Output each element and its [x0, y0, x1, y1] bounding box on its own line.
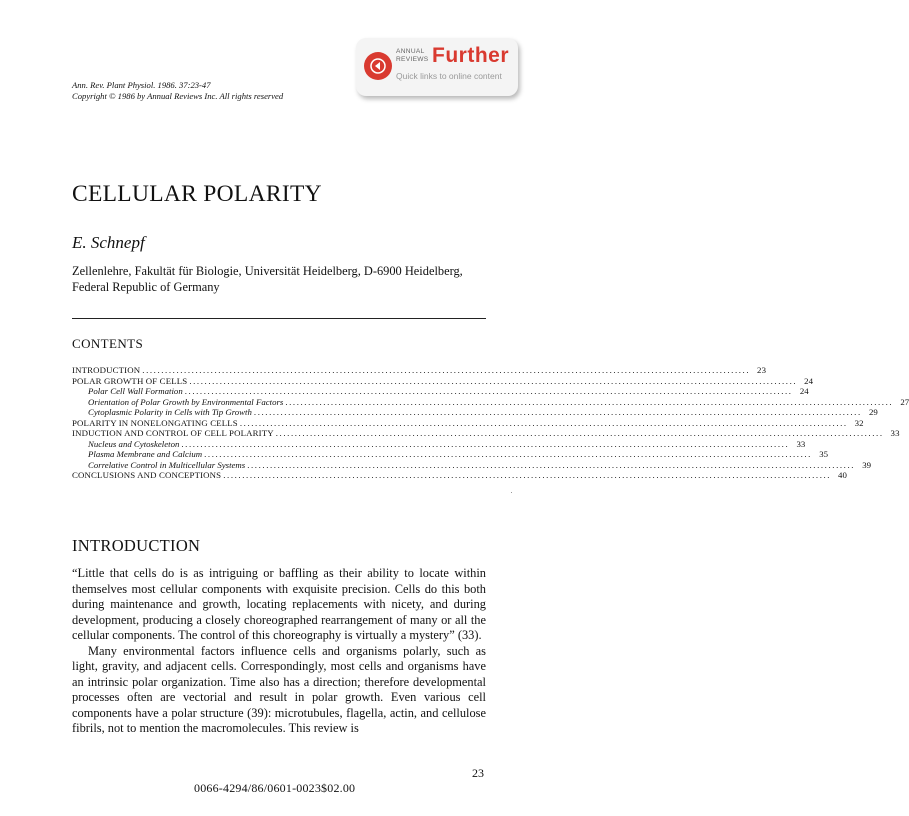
toc-entry-page: 35 [819, 449, 828, 459]
toc-entry-label: INDUCTION AND CONTROL OF CELL POLARITY [72, 428, 274, 438]
toc-dot-leader: ................................................................................................................................................................ [181, 438, 790, 449]
copyright-notice: Copyright © 1986 by Annual Reviews Inc. All rights reserved [72, 91, 284, 101]
toc-entry[interactable] [72, 438, 806, 450]
toc-entry-page: 24 [799, 386, 809, 396]
toc-entry[interactable] [72, 407, 878, 418]
toc-entry-label: Correlative Control in Multicellular Systems [88, 459, 246, 470]
toc-dot-leader: ................................................................................................................................................................ [223, 470, 832, 480]
toc-entry-page: 29 [868, 407, 878, 417]
toc-entry[interactable] [72, 417, 864, 429]
toc-entry-page: 24 [804, 375, 814, 386]
badge-further-word: Further [432, 44, 509, 67]
toc-entry[interactable] [72, 365, 767, 376]
toc-entry[interactable] [72, 428, 900, 439]
introduction-body [72, 566, 486, 737]
toc-entry-label: Nucleus and Cytoskeleton [88, 438, 180, 449]
toc-dot-leader: ................................................................................................................................................................ [142, 365, 751, 375]
toc-dot-leader: ................................................................................................................................................................ [189, 375, 798, 386]
toc-entry[interactable] [72, 459, 872, 471]
toc-dot-leader: ................................................................................................................................................................ [247, 459, 856, 470]
arrow-left-icon [364, 52, 392, 80]
toc-dot-leader: ................................................................................................................................................................ [239, 417, 848, 428]
toc-entry-page: 40 [837, 470, 848, 480]
toc-entry-page: 33 [796, 438, 806, 449]
toc-entry-label: Polar Cell Wall Formation [88, 386, 183, 396]
toc-entry-page: 33 [890, 428, 900, 438]
annual-reviews-further-badge[interactable] [356, 38, 518, 96]
badge-annual-word: ANNUAL [396, 48, 425, 55]
toc-entry-label: Plasma Membrane and Calcium [88, 449, 203, 459]
contents-heading: CONTENTS [72, 336, 144, 351]
toc-dot-leader: ................................................................................................................................................................ [184, 386, 793, 396]
toc-entry-label: POLAR GROWTH OF CELLS [72, 375, 188, 386]
article-code: 0066-4294/86/0601-0023$02.00 [194, 781, 356, 795]
toc-entry-page: 27 [900, 396, 909, 407]
toc-entry-label: CONCLUSIONS AND CONCEPTIONS [72, 470, 222, 480]
author-name: E. Schnepf [72, 233, 145, 252]
page-number: 23 [472, 766, 484, 780]
toc-entry-label: INTRODUCTION [72, 365, 141, 375]
toc-entry-label: Orientation of Polar Growth by Environmental Factors [88, 396, 284, 407]
toc-entry-page: 39 [862, 459, 872, 470]
toc-entry[interactable] [72, 396, 909, 408]
toc-entry[interactable] [72, 386, 809, 397]
toc-entry-label: POLARITY IN NONELONGATING CELLS [72, 417, 238, 428]
toc-dot-leader: ................................................................................................................................................................ [253, 407, 862, 417]
journal-citation: Ann. Rev. Plant Physiol. 1986. 37:23-47 [72, 80, 211, 90]
toc-dot-leader: ................................................................................................................................................................ [285, 396, 894, 407]
badge-tagline: Quick links to online content [396, 71, 502, 81]
toc-entry-page: 23 [757, 365, 767, 375]
toc-entry[interactable] [72, 449, 828, 460]
table-of-contents [72, 365, 909, 481]
toc-entry[interactable] [72, 470, 848, 481]
intro-paragraph-environment: Many environmental factors influence cells and organisms polarly, such as light, gravity, and adjacent cells. Correspondingly, most cells and organisms have an intrinsic polar organization. Time also has a direction; therefore developmental processes often are vectorial and result in polar growth. Even various cell components have a polar structure (39): microtubules, flagella, actin, and cellulose fibrils, not to mention the macromolecules. This review is [72, 643, 486, 736]
introduction-heading: INTRODUCTION [72, 536, 201, 555]
scan-speck [511, 492, 512, 493]
article-title: CELLULAR POLARITY [72, 181, 322, 207]
badge-publisher-logo [396, 48, 429, 63]
toc-dot-leader: ................................................................................................................................................................ [204, 449, 812, 459]
section-divider [72, 318, 486, 319]
intro-paragraph-quote: “Little that cells do is as intriguing or baffling as their ability to locate within themselves most cellular components with exquisite precision. Cells do this both during maintenance and growth, locating replacements with nicety, and during development, producing a closely choreographed rearrangement of many or all the cellular components. The control of this choreography is virtually a mystery” (33). [72, 566, 486, 643]
toc-dot-leader: ................................................................................................................................................................ [275, 428, 884, 438]
author-affiliation: Zellenlehre, Fakultät für Biologie, Universität Heidelberg, D-6900 Heidelberg, Federal Republic of Germany [72, 264, 463, 294]
toc-entry-page: 32 [854, 417, 864, 428]
toc-entry-label: Cytoplasmic Polarity in Cells with Tip Growth [88, 407, 252, 417]
badge-reviews-word: REVIEWS [396, 55, 429, 63]
toc-entry[interactable] [72, 375, 814, 387]
